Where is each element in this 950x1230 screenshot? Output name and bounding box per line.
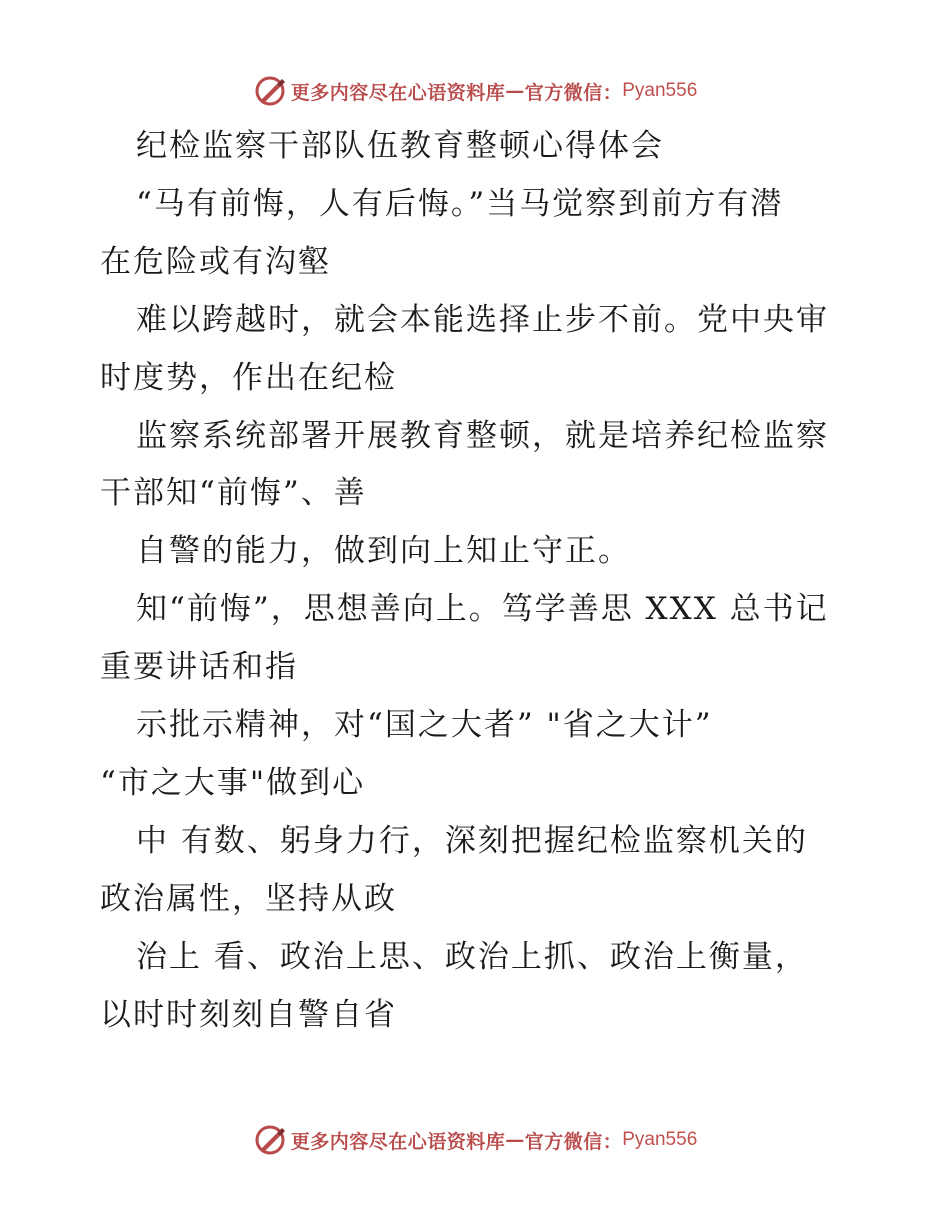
paragraph-line: 自警的能力，做到向上知止守正。 [136, 533, 631, 570]
paragraph-line: 监察系统部署开展教育整顿，就是培养纪检监察 [136, 417, 829, 454]
watermark-separator: — [505, 80, 525, 102]
pen-logo-icon [253, 74, 287, 108]
watermark-wechat-label: 官方微信： [524, 1130, 623, 1153]
paragraph-line: “市之大事"做到心 [100, 764, 366, 801]
paragraph-line: 治上 看、政治上思、政治上抓、政治上衡量， [136, 938, 808, 975]
paragraph-line: 知“前悔”，思想善向上。笃学善思 XXX 总书记 [136, 591, 829, 628]
paragraph-line: 示批示精神，对“国之大者” "省之大计” [136, 707, 713, 744]
watermark-brand: 更多内容尽在心语资料库 [290, 81, 506, 104]
header-watermark [0, 71, 950, 111]
document-body [100, 118, 860, 1045]
footer-watermark [0, 1120, 950, 1160]
paragraph-line: 难以跨越时，就会本能选择止步不前。党中央审 [136, 301, 829, 338]
paragraph-line: “马有前悔，人有后悔。”当马觉察到前方有潜 [136, 185, 784, 222]
paragraph-line: 政治属性，坚持从政 [100, 880, 397, 917]
watermark-brand: 更多内容尽在心语资料库 [290, 1130, 506, 1153]
paragraph-line: 重要讲话和指 [100, 649, 298, 686]
watermark-wechat-label: 官方微信： [524, 81, 623, 104]
paragraph-line: 干部知“前悔”、善 [100, 475, 367, 512]
watermark-account: Pyan556 [622, 1129, 698, 1150]
paragraph-line: 在危险或有沟壑 [100, 243, 331, 280]
watermark-separator: — [505, 1129, 525, 1151]
paragraph-line: 中 有数、躬身力行，深刻把握纪检监察机关的 [136, 822, 808, 859]
watermark-account: Pyan556 [622, 80, 698, 101]
paragraph-line: 时度势，作出在纪检 [100, 359, 397, 396]
pen-logo-icon [253, 1123, 287, 1157]
document-title: 纪检监察干部队伍教育整顿心得体会 [136, 128, 664, 164]
paragraph-line: 以时时刻刻自警自省 [100, 996, 397, 1033]
